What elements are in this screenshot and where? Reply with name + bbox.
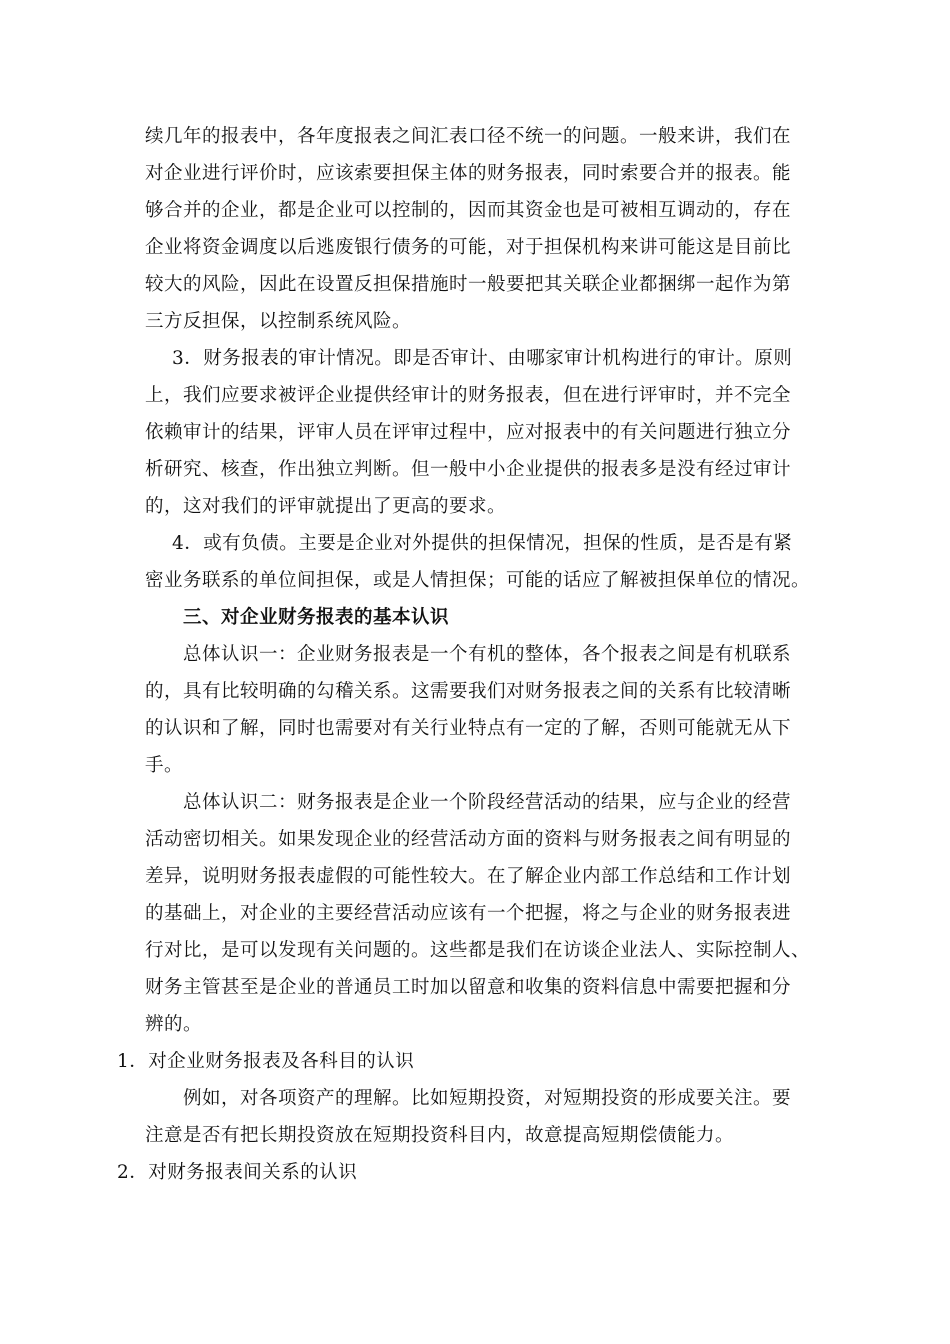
numbered-heading-1: 1．对企业财务报表及各科目的认识 — [117, 1051, 415, 1072]
numbered-heading-2: 2．对财务报表间关系的认识 — [117, 1162, 358, 1183]
text-line: 注意是否有把长期投资放在短期投资科目内，故意提高短期偿债能力。 — [145, 1125, 735, 1146]
overall-1-line: 总体认识一：企业财务报表是一个有机的整体，各个报表之间是有机联系 — [183, 644, 792, 665]
text-line: 手。 — [145, 755, 184, 776]
text-line: 依赖审计的结果，评审人员在评审过程中，应对报表中的有关问题进行独立分 — [145, 422, 792, 443]
text-line: 活动密切相关。如果发现企业的经营活动方面的资料与财务报表之间有明显的 — [145, 829, 792, 850]
text-line: 够合并的企业，都是企业可以控制的，因而其资金也是可被相互调动的，存在 — [145, 200, 792, 221]
text-line: 密业务联系的单位间担保，或是人情担保；可能的话应了解被担保单位的情况。 — [145, 570, 811, 591]
text-line: 析研究、核查，作出独立判断。但一般中小企业提供的报表多是没有经过审计 — [145, 459, 792, 480]
text-line: 财务主管甚至是企业的普通员工时加以留意和收集的资料信息中需要把握和分 — [145, 977, 792, 998]
text-line: 辨的。 — [145, 1014, 203, 1035]
item-4-line: 4．或有负债。主要是企业对外提供的担保情况，担保的性质，是否是有紧 — [172, 533, 793, 554]
text-line: 上，我们应要求被评企业提供经审计的财务报表，但在进行评审时，并不完全 — [145, 385, 792, 406]
item-3-line: 3．财务报表的审计情况。即是否审计、由哪家审计机构进行的审计。原则 — [172, 348, 793, 369]
text-line: 对企业进行评价时，应该索要担保主体的财务报表，同时索要合并的报表。能 — [145, 163, 792, 184]
text-line: 较大的风险，因此在设置反担保措施时一般要把其关联企业都捆绑一起作为第 — [145, 274, 792, 295]
text-line: 续几年的报表中，各年度报表之间汇表口径不统一的问题。一般来讲，我们在 — [145, 126, 792, 147]
text-line: 的，具有比较明确的勾稽关系。这需要我们对财务报表之间的关系有比较清晰 — [145, 681, 792, 702]
text-line: 差异，说明财务报表虚假的可能性较大。在了解企业内部工作总结和工作计划 — [145, 866, 792, 887]
text-line: 的认识和了解，同时也需要对有关行业特点有一定的了解，否则可能就无从下 — [145, 718, 792, 739]
overall-2-line: 总体认识二：财务报表是企业一个阶段经营活动的结果，应与企业的经营 — [183, 792, 792, 813]
text-line: 企业将资金调度以后逃废银行债务的可能，对于担保机构来讲可能这是目前比 — [145, 237, 792, 258]
text-line: 的，这对我们的评审就提出了更高的要求。 — [145, 496, 507, 517]
text-line: 三方反担保，以控制系统风险。 — [145, 311, 412, 332]
text-line: 例如，对各项资产的理解。比如短期投资，对短期投资的形成要关注。要 — [183, 1088, 792, 1109]
text-line: 的基础上，对企业的主要经营活动应该有一个把握，将之与企业的财务报表进 — [145, 903, 792, 924]
text-line: 行对比，是可以发现有关问题的。这些都是我们在访谈企业法人、实际控制人、 — [145, 940, 811, 961]
section-heading: 三、对企业财务报表的基本认识 — [183, 607, 450, 628]
